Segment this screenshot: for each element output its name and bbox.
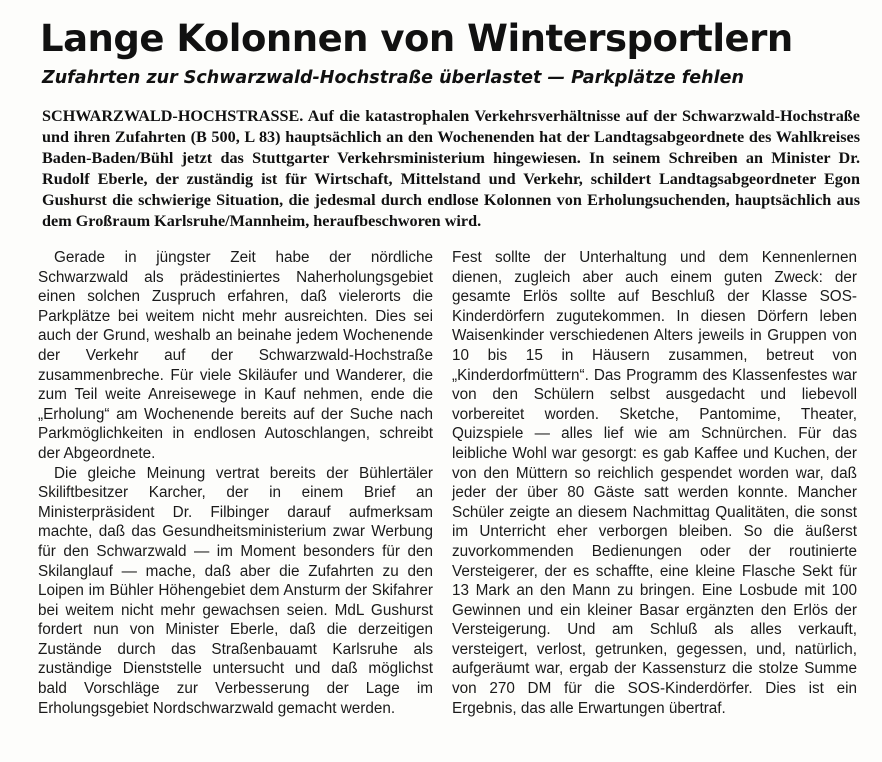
article-headline: Lange Kolonnen von Wintersportlern [40, 17, 793, 60]
article-lead [42, 106, 860, 232]
left-column [38, 248, 433, 718]
lead-paragraph: SCHWARZWALD-HOCHSTRASSE. Auf die katastrophalen Verkehrsverhältnisse auf der Schwarzwald-Hochstraße und ihren Zufahrten (B 500, L 83) hauptsächlich an den Wochenenden hat der Landtagsabgeordnete des Wahlkreises Baden-Baden/Bühl jetzt das Stuttgarter Verkehrsministerium hingewiesen. In seinem Schreiben an Minister Dr. Rudolf Eberle, der zuständig ist für Wirtschaft, Mittelstand und Verkehr, schildert Landtagsabgeordneter Egon Gushurst die schwierige Situation, die jedesmal durch endlose Kolonnen von Erholungsuchenden, hauptsächlich aus dem Großraum Karlsruhe/Mannheim, heraufbeschworen wird. [42, 107, 860, 230]
left-paragraph-1: Gerade in jüngster Zeit habe der nördliche Schwarzwald als prädestiniertes Naherholungsgebiet einen solchen Zuspruch erfahren, daß vielerorts die Parkplätze bei weitem nicht mehr ausreichten. Dies sei auch der Grund, weshalb an beinahe jedem Wochenende der Verkehr auf der Schwarzwald-Hochstraße zusammenbreche. Für viele Skiläufer und Wanderer, die zum Teil weite Anreisewege in Kauf nehmen, ende die „Erholung“ am Wochenende bereits auf der Suche nach Parkmöglichkeiten in endlosen Autoschlangen, schreibt der Abgeordnete. [38, 249, 433, 462]
left-paragraph-2: Die gleiche Meinung vertrat bereits der Bühlertäler Skiliftbesitzer Karcher, der in einem Brief an Ministerpräsident Dr. Filbinger darauf aufmerksam machte, daß das Gesundheitsministerium zwar Werbung für den Schwarzwald — im Moment besonders für den Skilanglauf — mache, daß aber die Zufahrten zu den Loipen im Bühler Höhengebiet dem Ansturm der Skifahrer bei weitem nicht mehr gewachsen seien. MdL Gushurst fordert nun von Minister Eberle, daß die derzeitigen Zustände durch das Straßenbauamt Karlsruhe als zuständige Dienststelle untersucht und daß möglichst bald Vorschläge zur Verbesserung der Lage im Erholungsgebiet Nordschwarzwald gemacht werden. [38, 464, 433, 717]
right-column [452, 248, 857, 718]
right-paragraph-1: Fest sollte der Unterhaltung und dem Kennenlernen dienen, zugleich aber auch einem guten Zweck: der gesamte Erlös sollte auf Beschluß der Klasse SOS-Kinderdörfern zugutekommen. In diesen Dörfern leben Waisenkinder verschiedenen Alters jeweils in Gruppen von 10 bis 15 in Häusern zusammen, betreut von „Kinderdorfmüttern“. Das Programm des Klassenfestes war von den Schülern selbst ausgedacht und liebevoll vorbereitet worden. Sketche, Pantomime, Theater, Quizspiele — alles lief wie am Schnürchen. Für das leibliche Wohl war gesorgt: es gab Kaffee und Kuchen, der von den Müttern so reichlich gespendet worden war, daß jeder der über 80 Gäste satt werden konnte. Mancher Schüler zeigte an diesem Nachmittag Qualitäten, die sonst im Unterricht eher verborgen bleiben. So die äußerst zuvorkommenden Bedienungen oder der routinierte Versteigerer, der es schaffte, eine kleine Flasche Sekt für 13 Mark an den Mann zu bringen. Eine Losbude mit 100 Gewinnen und ein kleiner Basar ergänzten den Erlös der Versteigerung. Und am Schluß als alles verkauft, versteigert, verlost, getrunken, gegessen, und, natürlich, aufgeräumt war, ergab der Kassensturz die stolze Summe von 270 DM für die SOS-Kinderdörfer. Dies ist ein Ergebnis, das alle Erwartungen übertraf. [452, 249, 857, 717]
article-subheadline: Zufahrten zur Schwarzwald-Hochstraße überlastet — Parkplätze fehlen [42, 68, 744, 88]
